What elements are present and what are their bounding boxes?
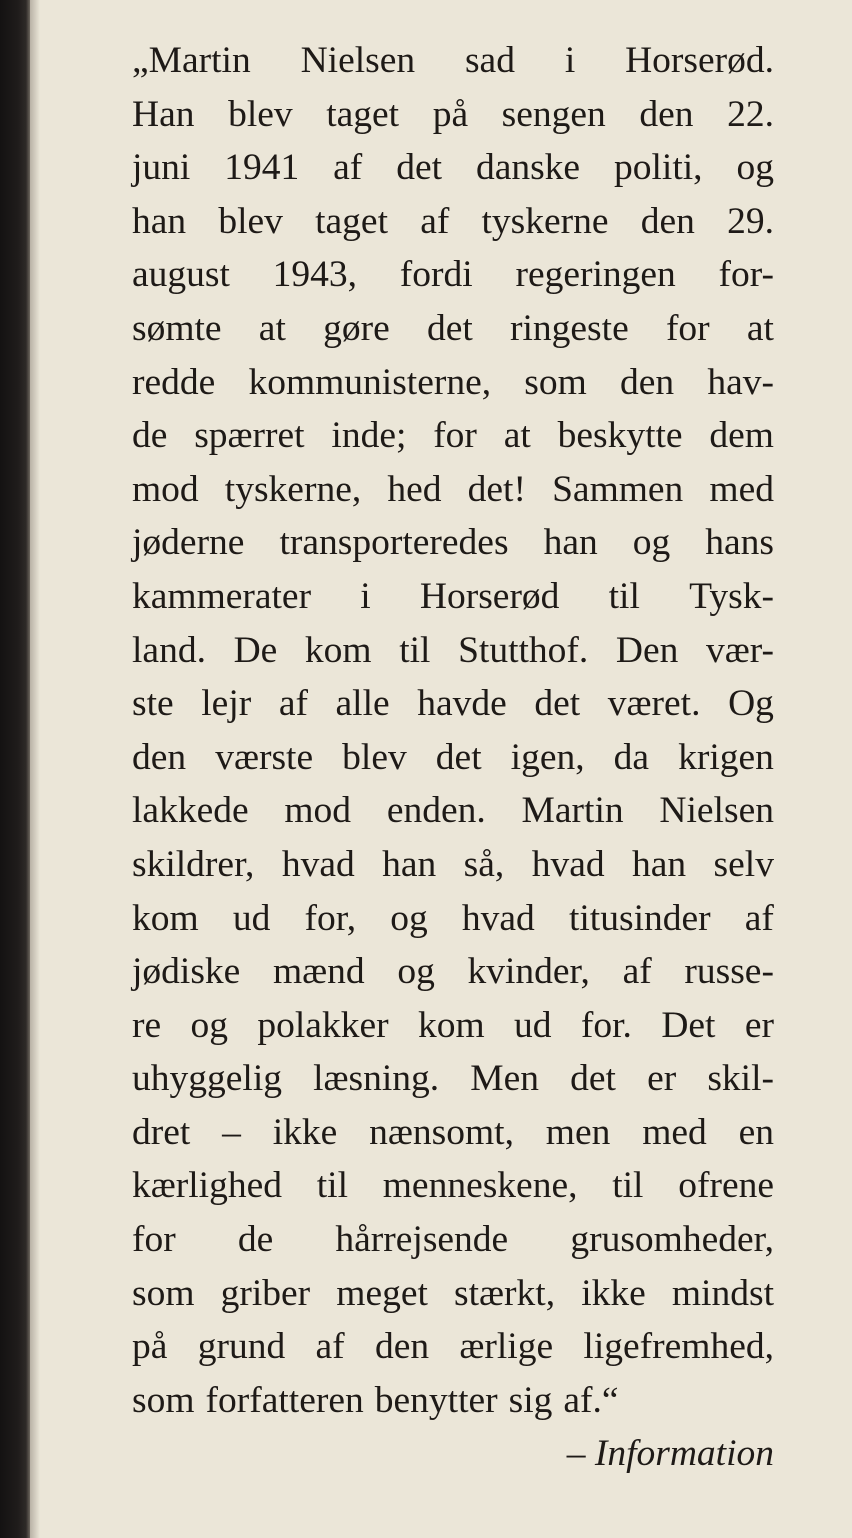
text-word: fordi <box>399 254 473 296</box>
text-line <box>132 731 774 785</box>
text-word: august <box>132 254 230 296</box>
text-word: den <box>639 93 694 135</box>
text-word: er <box>647 1058 677 1100</box>
text-word: ikke <box>272 1111 338 1153</box>
text-word: krigen <box>678 736 774 778</box>
text-word: for. <box>580 1004 632 1046</box>
text-word: Men <box>470 1058 540 1100</box>
text-word: hårrejsende <box>335 1219 509 1261</box>
text-word: politi, <box>613 147 703 189</box>
text-word: Nielsen <box>659 790 774 832</box>
text-word: 29. <box>727 200 774 242</box>
text-word: Sammen <box>552 468 684 510</box>
text-word: jøderne <box>132 522 245 564</box>
text-word: inde; <box>331 415 407 457</box>
text-word: i <box>360 575 371 617</box>
text-word: den <box>132 736 187 778</box>
text-word: han <box>382 843 437 885</box>
text-word: som <box>132 1379 195 1421</box>
text-word: spærret <box>194 415 305 457</box>
text-word: havde <box>417 683 507 725</box>
text-line <box>132 677 774 731</box>
text-word: med <box>709 468 774 510</box>
text-word: hed <box>387 468 442 510</box>
text-word: 1941 <box>224 147 300 189</box>
book-spine-edge <box>0 0 30 1538</box>
text-word: som <box>524 361 587 403</box>
text-word: vær- <box>706 629 774 671</box>
text-word: det <box>435 736 482 778</box>
text-word: jødiske <box>132 951 241 993</box>
text-word: at <box>258 307 286 349</box>
text-line <box>132 302 774 356</box>
text-word: tyskerne, <box>224 468 362 510</box>
text-line <box>132 1106 774 1160</box>
text-word: sad <box>464 40 515 81</box>
text-word: det <box>570 1058 616 1100</box>
text-word: på <box>432 93 469 135</box>
text-word: tyskerne <box>481 200 609 242</box>
text-word: han <box>631 843 687 885</box>
text-line <box>132 88 774 142</box>
text-word: ste <box>132 683 174 725</box>
text-word: er <box>744 1004 774 1046</box>
text-word: blev <box>218 200 283 242</box>
text-word: 1943, <box>272 254 358 296</box>
text-word: hans <box>705 522 774 564</box>
text-line <box>132 195 774 249</box>
text-word: ud <box>232 897 271 939</box>
text-word: menneskene, <box>382 1165 578 1207</box>
text-word: hvad <box>531 843 605 885</box>
text-word: 22. <box>727 93 774 135</box>
text-word: blev <box>342 736 407 778</box>
text-word: De <box>233 629 278 671</box>
text-word: kom <box>304 629 372 671</box>
text-word: danske <box>475 147 581 189</box>
text-word: i <box>564 40 576 81</box>
text-word: hvad <box>281 843 355 885</box>
text-word: enden. <box>386 790 486 832</box>
text-word: af <box>744 897 774 939</box>
text-word: det <box>396 147 443 189</box>
text-word: til <box>612 1165 644 1207</box>
text-word: for <box>132 1219 176 1261</box>
text-line <box>132 34 774 88</box>
text-word: kærlighed <box>132 1165 282 1207</box>
text-word: ud <box>514 1004 552 1046</box>
text-word: taget <box>315 200 388 242</box>
text-word: den <box>640 200 695 242</box>
text-word: gøre <box>323 307 390 349</box>
text-word: ligefremhed, <box>583 1326 774 1368</box>
text-word: hvad <box>461 897 535 939</box>
text-word: værste <box>215 736 314 778</box>
text-word: og <box>397 951 435 993</box>
text-word: kommunisterne, <box>248 361 492 403</box>
text-word: meget <box>336 1272 428 1314</box>
text-line <box>132 1052 774 1106</box>
text-word: ringeste <box>510 307 629 349</box>
text-line <box>132 409 774 463</box>
text-word: Han <box>132 93 195 135</box>
text-word: re <box>132 1004 162 1046</box>
text-word: med <box>642 1111 707 1153</box>
text-word: russe- <box>684 951 774 993</box>
text-line <box>132 1159 774 1213</box>
text-word: polakker <box>257 1004 389 1046</box>
text-word: på <box>132 1326 168 1368</box>
text-word: det <box>426 307 473 349</box>
text-word: kammerater <box>132 575 312 617</box>
text-word: Tysk- <box>689 575 774 617</box>
text-line <box>132 838 774 892</box>
text-word: den <box>619 361 675 403</box>
text-line <box>132 516 774 570</box>
text-word: så, <box>463 843 505 885</box>
text-word: Stutthof. <box>458 629 589 671</box>
text-word: juni <box>132 147 191 189</box>
text-word: griber <box>220 1272 311 1314</box>
text-word: sengen <box>501 93 606 135</box>
text-word: uhyggelig <box>132 1058 282 1100</box>
text-word: det! <box>467 468 526 510</box>
text-word: af <box>333 147 363 189</box>
text-word: af <box>278 683 308 725</box>
text-word: taget <box>326 93 400 135</box>
text-word: læsning. <box>313 1058 440 1100</box>
text-word: Den <box>615 629 679 671</box>
text-word: for <box>665 307 710 349</box>
text-word: benytter <box>374 1379 498 1421</box>
text-word: igen, <box>510 736 585 778</box>
text-word: han <box>543 522 598 564</box>
text-word: mindst <box>671 1272 774 1314</box>
text-word: til <box>316 1165 348 1207</box>
text-word: og <box>190 1004 229 1046</box>
text-word: for, <box>304 897 357 939</box>
text-word: af <box>315 1326 345 1368</box>
text-word: af.“ <box>563 1379 619 1421</box>
text-word: land. <box>132 629 206 671</box>
text-word: dem <box>709 415 774 457</box>
review-quote <box>132 34 774 1481</box>
text-word: skildrer, <box>132 843 255 885</box>
text-word: Og <box>728 683 774 725</box>
text-word: ærlige <box>459 1326 554 1368</box>
text-word: da <box>613 736 650 778</box>
text-word: skil- <box>707 1058 774 1100</box>
text-word: og <box>390 897 428 939</box>
text-word: regeringen <box>515 254 676 296</box>
text-word: Horserød. <box>625 40 774 81</box>
text-word: lejr <box>201 683 252 725</box>
text-word: Horserød <box>419 575 560 617</box>
text-word: redde <box>132 361 216 403</box>
text-word: transporteredes <box>279 522 509 564</box>
text-line <box>132 463 774 517</box>
text-word: mænd <box>272 951 365 993</box>
text-word: af <box>622 951 652 993</box>
text-word: Martin <box>521 790 624 832</box>
text-word: blev <box>228 93 293 135</box>
text-line <box>132 356 774 410</box>
text-line <box>132 1320 774 1374</box>
page-shadow <box>30 0 40 1538</box>
text-word: men <box>545 1111 611 1153</box>
text-word: Det <box>661 1004 716 1046</box>
text-word: som <box>132 1272 195 1314</box>
text-word: den <box>374 1326 430 1368</box>
text-line <box>132 999 774 1053</box>
text-word: grund <box>197 1326 286 1368</box>
text-word: stærkt, <box>454 1272 556 1314</box>
text-word: hav- <box>707 361 774 403</box>
text-word: dret <box>132 1111 191 1153</box>
text-word: kvinder, <box>467 951 590 993</box>
text-word: mod <box>284 790 352 832</box>
text-line <box>132 1267 774 1321</box>
text-word: „Martin <box>132 40 251 81</box>
text-word: for- <box>718 254 774 296</box>
text-word: ofrene <box>678 1165 774 1207</box>
text-word: og <box>736 147 774 189</box>
text-line <box>132 1374 774 1428</box>
text-word: ikke <box>581 1272 646 1314</box>
text-word: for <box>433 415 477 457</box>
text-word: de <box>237 1219 274 1261</box>
text-word: været. <box>607 683 701 725</box>
text-word: – <box>222 1111 241 1153</box>
text-word: det <box>534 683 581 725</box>
text-word: sømte <box>132 307 222 349</box>
text-line <box>132 570 774 624</box>
quote-attribution: – Information <box>566 1433 774 1475</box>
text-word: selv <box>713 843 774 885</box>
text-word: til <box>608 575 640 617</box>
text-word: en <box>738 1111 774 1153</box>
text-line <box>132 141 774 195</box>
text-word: mod <box>132 468 199 510</box>
text-line <box>132 248 774 302</box>
text-word: nænsomt, <box>369 1111 514 1153</box>
text-word: forfatteren <box>205 1379 364 1421</box>
text-word: og <box>632 522 671 564</box>
text-word: til <box>399 629 431 671</box>
text-line <box>132 784 774 838</box>
text-word: kom <box>132 897 199 939</box>
text-line <box>132 624 774 678</box>
text-word: de <box>132 415 168 457</box>
text-word: af <box>420 200 450 242</box>
text-word: grusomheder, <box>570 1219 774 1261</box>
text-word: beskytte <box>557 415 683 457</box>
text-word: at <box>746 307 774 349</box>
text-word: kom <box>417 1004 485 1046</box>
text-word: sig <box>508 1379 553 1421</box>
text-word: Nielsen <box>300 40 416 81</box>
text-word: titusinder <box>568 897 711 939</box>
text-word: alle <box>335 683 390 725</box>
text-line <box>132 1213 774 1267</box>
text-line <box>132 892 774 946</box>
text-line <box>132 945 774 999</box>
text-word: han <box>132 200 187 242</box>
text-word: at <box>503 415 531 457</box>
text-word: lakkede <box>132 790 249 832</box>
